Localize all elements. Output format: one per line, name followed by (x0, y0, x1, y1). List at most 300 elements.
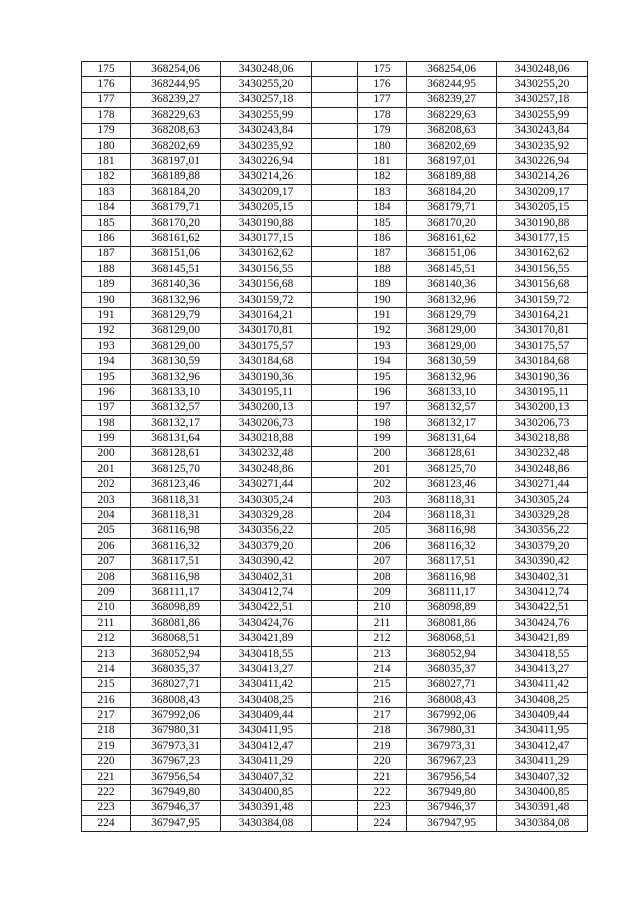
right-point-number-cell: 178 (358, 108, 407, 123)
table-row (82, 708, 588, 723)
right-point-number-cell: 222 (358, 785, 407, 800)
table-row (82, 354, 588, 369)
column-gap-cell (312, 554, 358, 569)
right-x-coordinate-cell: 368129,00 (407, 323, 497, 338)
right-point-number-cell: 183 (358, 185, 407, 200)
table-row (82, 400, 588, 415)
right-x-coordinate-cell: 368098,89 (407, 600, 497, 615)
left-x-coordinate-cell: 368151,06 (131, 246, 221, 261)
left-point-number-cell: 221 (82, 769, 131, 784)
right-point-number-cell: 219 (358, 739, 407, 754)
table-row (82, 215, 588, 230)
column-gap-cell (312, 231, 358, 246)
right-point-number-cell: 214 (358, 662, 407, 677)
left-point-number-cell: 188 (82, 262, 131, 277)
right-x-coordinate-cell: 368140,36 (407, 277, 497, 292)
left-point-number-cell: 179 (82, 123, 131, 138)
column-gap-cell (312, 400, 358, 415)
right-x-coordinate-cell: 368116,32 (407, 539, 497, 554)
table-row (82, 108, 588, 123)
table-row (82, 739, 588, 754)
left-point-number-cell: 182 (82, 169, 131, 184)
right-point-number-cell: 223 (358, 800, 407, 815)
left-point-number-cell: 181 (82, 154, 131, 169)
left-x-coordinate-cell: 368123,46 (131, 477, 221, 492)
left-y-coordinate-cell: 3430226,94 (221, 154, 312, 169)
left-x-coordinate-cell: 368254,06 (131, 62, 221, 77)
left-point-number-cell: 204 (82, 508, 131, 523)
right-point-number-cell: 218 (358, 723, 407, 738)
right-x-coordinate-cell: 368118,31 (407, 508, 497, 523)
right-point-number-cell: 195 (358, 369, 407, 384)
column-gap-cell (312, 92, 358, 107)
left-point-number-cell: 184 (82, 200, 131, 215)
right-point-number-cell: 192 (358, 323, 407, 338)
right-y-coordinate-cell: 3430422,51 (497, 600, 588, 615)
column-gap-cell (312, 123, 358, 138)
right-y-coordinate-cell: 3430412,47 (497, 739, 588, 754)
left-y-coordinate-cell: 3430424,76 (221, 616, 312, 631)
left-x-coordinate-cell: 368129,79 (131, 308, 221, 323)
left-point-number-cell: 191 (82, 308, 131, 323)
left-y-coordinate-cell: 3430200,13 (221, 400, 312, 415)
right-x-coordinate-cell: 368111,17 (407, 585, 497, 600)
right-y-coordinate-cell: 3430162,62 (497, 246, 588, 261)
left-point-number-cell: 178 (82, 108, 131, 123)
left-x-coordinate-cell: 368239,27 (131, 92, 221, 107)
coordinates-table-body (82, 62, 588, 832)
left-point-number-cell: 216 (82, 693, 131, 708)
column-gap-cell (312, 569, 358, 584)
right-y-coordinate-cell: 3430255,20 (497, 77, 588, 92)
column-gap-cell (312, 708, 358, 723)
right-y-coordinate-cell: 3430156,55 (497, 262, 588, 277)
left-x-coordinate-cell: 368132,57 (131, 400, 221, 415)
left-y-coordinate-cell: 3430402,31 (221, 569, 312, 584)
left-x-coordinate-cell: 368128,61 (131, 446, 221, 461)
table-row (82, 662, 588, 677)
column-gap-cell (312, 585, 358, 600)
left-point-number-cell: 203 (82, 492, 131, 507)
right-point-number-cell: 179 (358, 123, 407, 138)
left-y-coordinate-cell: 3430248,86 (221, 462, 312, 477)
left-y-coordinate-cell: 3430255,99 (221, 108, 312, 123)
left-point-number-cell: 219 (82, 739, 131, 754)
right-y-coordinate-cell: 3430379,20 (497, 539, 588, 554)
left-point-number-cell: 214 (82, 662, 131, 677)
left-x-coordinate-cell: 368129,00 (131, 323, 221, 338)
right-y-coordinate-cell: 3430411,29 (497, 754, 588, 769)
left-x-coordinate-cell: 368116,32 (131, 539, 221, 554)
column-gap-cell (312, 354, 358, 369)
left-point-number-cell: 217 (82, 708, 131, 723)
right-point-number-cell: 180 (358, 138, 407, 153)
right-y-coordinate-cell: 3430412,74 (497, 585, 588, 600)
right-y-coordinate-cell: 3430391,48 (497, 800, 588, 815)
left-point-number-cell: 185 (82, 215, 131, 230)
right-y-coordinate-cell: 3430408,25 (497, 693, 588, 708)
table-row (82, 323, 588, 338)
table-row (82, 138, 588, 153)
column-gap-cell (312, 723, 358, 738)
right-y-coordinate-cell: 3430164,21 (497, 308, 588, 323)
left-x-coordinate-cell: 368132,96 (131, 369, 221, 384)
right-point-number-cell: 215 (358, 677, 407, 692)
right-point-number-cell: 187 (358, 246, 407, 261)
left-point-number-cell: 205 (82, 523, 131, 538)
left-x-coordinate-cell: 368116,98 (131, 523, 221, 538)
right-x-coordinate-cell: 368129,00 (407, 339, 497, 354)
table-row (82, 169, 588, 184)
right-y-coordinate-cell: 3430195,11 (497, 385, 588, 400)
right-y-coordinate-cell: 3430206,73 (497, 415, 588, 430)
left-y-coordinate-cell: 3430156,68 (221, 277, 312, 292)
right-x-coordinate-cell: 368116,98 (407, 523, 497, 538)
right-y-coordinate-cell: 3430402,31 (497, 569, 588, 584)
left-point-number-cell: 212 (82, 631, 131, 646)
left-x-coordinate-cell: 368133,10 (131, 385, 221, 400)
right-y-coordinate-cell: 3430200,13 (497, 400, 588, 415)
table-row (82, 200, 588, 215)
left-x-coordinate-cell: 368131,64 (131, 431, 221, 446)
right-y-coordinate-cell: 3430329,28 (497, 508, 588, 523)
right-y-coordinate-cell: 3430418,55 (497, 646, 588, 661)
right-y-coordinate-cell: 3430226,94 (497, 154, 588, 169)
column-gap-cell (312, 138, 358, 153)
left-y-coordinate-cell: 3430205,15 (221, 200, 312, 215)
right-y-coordinate-cell: 3430424,76 (497, 616, 588, 631)
left-point-number-cell: 177 (82, 92, 131, 107)
right-x-coordinate-cell: 368068,51 (407, 631, 497, 646)
left-y-coordinate-cell: 3430408,25 (221, 693, 312, 708)
right-y-coordinate-cell: 3430255,99 (497, 108, 588, 123)
left-x-coordinate-cell: 368098,89 (131, 600, 221, 615)
right-x-coordinate-cell: 368229,63 (407, 108, 497, 123)
right-point-number-cell: 220 (358, 754, 407, 769)
right-x-coordinate-cell: 367973,31 (407, 739, 497, 754)
right-point-number-cell: 185 (358, 215, 407, 230)
left-y-coordinate-cell: 3430243,84 (221, 123, 312, 138)
left-x-coordinate-cell: 368081,86 (131, 616, 221, 631)
left-point-number-cell: 213 (82, 646, 131, 661)
left-y-coordinate-cell: 3430195,11 (221, 385, 312, 400)
column-gap-cell (312, 292, 358, 307)
right-x-coordinate-cell: 368131,64 (407, 431, 497, 446)
left-point-number-cell: 183 (82, 185, 131, 200)
table-row (82, 154, 588, 169)
left-y-coordinate-cell: 3430329,28 (221, 508, 312, 523)
column-gap-cell (312, 185, 358, 200)
table-row (82, 431, 588, 446)
left-x-coordinate-cell: 368118,31 (131, 508, 221, 523)
right-point-number-cell: 193 (358, 339, 407, 354)
left-point-number-cell: 197 (82, 400, 131, 415)
table-row (82, 415, 588, 430)
right-point-number-cell: 201 (358, 462, 407, 477)
right-y-coordinate-cell: 3430235,92 (497, 138, 588, 153)
left-point-number-cell: 220 (82, 754, 131, 769)
right-y-coordinate-cell: 3430170,81 (497, 323, 588, 338)
left-point-number-cell: 223 (82, 800, 131, 815)
column-gap-cell (312, 246, 358, 261)
right-y-coordinate-cell: 3430177,15 (497, 231, 588, 246)
column-gap-cell (312, 154, 358, 169)
table-row (82, 92, 588, 107)
right-y-coordinate-cell: 3430390,42 (497, 554, 588, 569)
left-x-coordinate-cell: 368035,37 (131, 662, 221, 677)
left-point-number-cell: 195 (82, 369, 131, 384)
right-y-coordinate-cell: 3430411,42 (497, 677, 588, 692)
right-x-coordinate-cell: 368118,31 (407, 492, 497, 507)
right-x-coordinate-cell: 368161,62 (407, 231, 497, 246)
right-x-coordinate-cell: 367980,31 (407, 723, 497, 738)
right-y-coordinate-cell: 3430400,85 (497, 785, 588, 800)
left-y-coordinate-cell: 3430407,32 (221, 769, 312, 784)
right-x-coordinate-cell: 368116,98 (407, 569, 497, 584)
left-point-number-cell: 180 (82, 138, 131, 153)
column-gap-cell (312, 785, 358, 800)
table-row (82, 677, 588, 692)
left-x-coordinate-cell: 368068,51 (131, 631, 221, 646)
right-point-number-cell: 175 (358, 62, 407, 77)
right-x-coordinate-cell: 368132,57 (407, 400, 497, 415)
left-point-number-cell: 209 (82, 585, 131, 600)
column-gap-cell (312, 662, 358, 677)
left-point-number-cell: 194 (82, 354, 131, 369)
left-y-coordinate-cell: 3430206,73 (221, 415, 312, 430)
table-row (82, 77, 588, 92)
right-x-coordinate-cell: 368179,71 (407, 200, 497, 215)
right-y-coordinate-cell: 3430409,44 (497, 708, 588, 723)
left-x-coordinate-cell: 367967,23 (131, 754, 221, 769)
right-point-number-cell: 188 (358, 262, 407, 277)
left-y-coordinate-cell: 3430411,29 (221, 754, 312, 769)
right-point-number-cell: 196 (358, 385, 407, 400)
right-point-number-cell: 209 (358, 585, 407, 600)
right-y-coordinate-cell: 3430257,18 (497, 92, 588, 107)
table-row (82, 446, 588, 461)
column-gap-cell (312, 200, 358, 215)
column-gap-cell (312, 77, 358, 92)
left-point-number-cell: 207 (82, 554, 131, 569)
column-gap-cell (312, 215, 358, 230)
left-x-coordinate-cell: 368170,20 (131, 215, 221, 230)
right-point-number-cell: 177 (358, 92, 407, 107)
right-x-coordinate-cell: 368197,01 (407, 154, 497, 169)
right-y-coordinate-cell: 3430248,06 (497, 62, 588, 77)
column-gap-cell (312, 539, 358, 554)
right-point-number-cell: 191 (358, 308, 407, 323)
left-y-coordinate-cell: 3430190,36 (221, 369, 312, 384)
table-row (82, 185, 588, 200)
right-x-coordinate-cell: 367947,95 (407, 816, 497, 831)
left-x-coordinate-cell: 368052,94 (131, 646, 221, 661)
right-point-number-cell: 224 (358, 816, 407, 831)
right-point-number-cell: 194 (358, 354, 407, 369)
left-y-coordinate-cell: 3430257,18 (221, 92, 312, 107)
left-y-coordinate-cell: 3430379,20 (221, 539, 312, 554)
right-y-coordinate-cell: 3430190,88 (497, 215, 588, 230)
right-point-number-cell: 213 (358, 646, 407, 661)
left-point-number-cell: 176 (82, 77, 131, 92)
left-point-number-cell: 193 (82, 339, 131, 354)
left-y-coordinate-cell: 3430175,57 (221, 339, 312, 354)
left-y-coordinate-cell: 3430400,85 (221, 785, 312, 800)
right-x-coordinate-cell: 368208,63 (407, 123, 497, 138)
left-point-number-cell: 224 (82, 816, 131, 831)
column-gap-cell (312, 477, 358, 492)
table-row (82, 277, 588, 292)
table-row (82, 585, 588, 600)
right-y-coordinate-cell: 3430413,27 (497, 662, 588, 677)
left-point-number-cell: 192 (82, 323, 131, 338)
left-y-coordinate-cell: 3430409,44 (221, 708, 312, 723)
left-point-number-cell: 206 (82, 539, 131, 554)
left-point-number-cell: 186 (82, 231, 131, 246)
right-x-coordinate-cell: 368132,96 (407, 369, 497, 384)
table-row (82, 508, 588, 523)
left-x-coordinate-cell: 368116,98 (131, 569, 221, 584)
right-point-number-cell: 208 (358, 569, 407, 584)
column-gap-cell (312, 693, 358, 708)
left-x-coordinate-cell: 368145,51 (131, 262, 221, 277)
right-y-coordinate-cell: 3430421,89 (497, 631, 588, 646)
column-gap-cell (312, 385, 358, 400)
left-y-coordinate-cell: 3430159,72 (221, 292, 312, 307)
right-x-coordinate-cell: 368027,71 (407, 677, 497, 692)
column-gap-cell (312, 369, 358, 384)
column-gap-cell (312, 677, 358, 692)
left-x-coordinate-cell: 368008,43 (131, 693, 221, 708)
left-x-coordinate-cell: 368179,71 (131, 200, 221, 215)
left-x-coordinate-cell: 368129,00 (131, 339, 221, 354)
table-row (82, 754, 588, 769)
table-row (82, 339, 588, 354)
right-point-number-cell: 203 (358, 492, 407, 507)
right-y-coordinate-cell: 3430248,86 (497, 462, 588, 477)
column-gap-cell (312, 323, 358, 338)
right-x-coordinate-cell: 368184,20 (407, 185, 497, 200)
right-y-coordinate-cell: 3430305,24 (497, 492, 588, 507)
right-y-coordinate-cell: 3430384,08 (497, 816, 588, 831)
left-y-coordinate-cell: 3430384,08 (221, 816, 312, 831)
right-x-coordinate-cell: 368151,06 (407, 246, 497, 261)
right-point-number-cell: 217 (358, 708, 407, 723)
left-y-coordinate-cell: 3430391,48 (221, 800, 312, 815)
right-y-coordinate-cell: 3430214,26 (497, 169, 588, 184)
left-x-coordinate-cell: 368189,88 (131, 169, 221, 184)
column-gap-cell (312, 492, 358, 507)
table-row (82, 723, 588, 738)
right-x-coordinate-cell: 368132,96 (407, 292, 497, 307)
left-y-coordinate-cell: 3430218,88 (221, 431, 312, 446)
table-row (82, 646, 588, 661)
column-gap-cell (312, 446, 358, 461)
table-row (82, 308, 588, 323)
right-point-number-cell: 184 (358, 200, 407, 215)
right-point-number-cell: 212 (358, 631, 407, 646)
right-point-number-cell: 204 (358, 508, 407, 523)
left-point-number-cell: 211 (82, 616, 131, 631)
left-y-coordinate-cell: 3430422,51 (221, 600, 312, 615)
table-row (82, 385, 588, 400)
right-x-coordinate-cell: 368035,37 (407, 662, 497, 677)
right-x-coordinate-cell: 368130,59 (407, 354, 497, 369)
left-y-coordinate-cell: 3430156,55 (221, 262, 312, 277)
right-y-coordinate-cell: 3430243,84 (497, 123, 588, 138)
right-x-coordinate-cell: 368052,94 (407, 646, 497, 661)
left-y-coordinate-cell: 3430412,74 (221, 585, 312, 600)
right-point-number-cell: 182 (358, 169, 407, 184)
right-point-number-cell: 200 (358, 446, 407, 461)
column-gap-cell (312, 739, 358, 754)
right-x-coordinate-cell: 368128,61 (407, 446, 497, 461)
left-point-number-cell: 208 (82, 569, 131, 584)
column-gap-cell (312, 415, 358, 430)
right-point-number-cell: 216 (358, 693, 407, 708)
right-y-coordinate-cell: 3430407,32 (497, 769, 588, 784)
left-x-coordinate-cell: 367980,31 (131, 723, 221, 738)
right-x-coordinate-cell: 368239,27 (407, 92, 497, 107)
left-point-number-cell: 199 (82, 431, 131, 446)
table-row (82, 62, 588, 77)
right-y-coordinate-cell: 3430175,57 (497, 339, 588, 354)
right-x-coordinate-cell: 367946,37 (407, 800, 497, 815)
column-gap-cell (312, 108, 358, 123)
right-x-coordinate-cell: 368133,10 (407, 385, 497, 400)
right-point-number-cell: 221 (358, 769, 407, 784)
left-point-number-cell: 196 (82, 385, 131, 400)
left-x-coordinate-cell: 367973,31 (131, 739, 221, 754)
column-gap-cell (312, 769, 358, 784)
left-x-coordinate-cell: 367947,95 (131, 816, 221, 831)
left-x-coordinate-cell: 368161,62 (131, 231, 221, 246)
right-x-coordinate-cell: 367967,23 (407, 754, 497, 769)
column-gap-cell (312, 169, 358, 184)
column-gap-cell (312, 508, 358, 523)
right-x-coordinate-cell: 368170,20 (407, 215, 497, 230)
column-gap-cell (312, 262, 358, 277)
right-point-number-cell: 197 (358, 400, 407, 415)
left-x-coordinate-cell: 368132,17 (131, 415, 221, 430)
column-gap-cell (312, 754, 358, 769)
left-x-coordinate-cell: 368202,69 (131, 138, 221, 153)
right-x-coordinate-cell: 367992,06 (407, 708, 497, 723)
left-y-coordinate-cell: 3430177,15 (221, 231, 312, 246)
right-y-coordinate-cell: 3430218,88 (497, 431, 588, 446)
left-point-number-cell: 187 (82, 246, 131, 261)
table-row (82, 600, 588, 615)
column-gap-cell (312, 631, 358, 646)
left-y-coordinate-cell: 3430235,92 (221, 138, 312, 153)
left-point-number-cell: 215 (82, 677, 131, 692)
table-row (82, 616, 588, 631)
left-y-coordinate-cell: 3430170,81 (221, 323, 312, 338)
left-x-coordinate-cell: 368184,20 (131, 185, 221, 200)
right-point-number-cell: 198 (358, 415, 407, 430)
column-gap-cell (312, 523, 358, 538)
left-y-coordinate-cell: 3430418,55 (221, 646, 312, 661)
right-point-number-cell: 176 (358, 77, 407, 92)
column-gap-cell (312, 800, 358, 815)
column-gap-cell (312, 308, 358, 323)
right-x-coordinate-cell: 368129,79 (407, 308, 497, 323)
right-x-coordinate-cell: 368254,06 (407, 62, 497, 77)
table-row (82, 816, 588, 831)
right-y-coordinate-cell: 3430184,68 (497, 354, 588, 369)
table-row (82, 462, 588, 477)
column-gap-cell (312, 339, 358, 354)
